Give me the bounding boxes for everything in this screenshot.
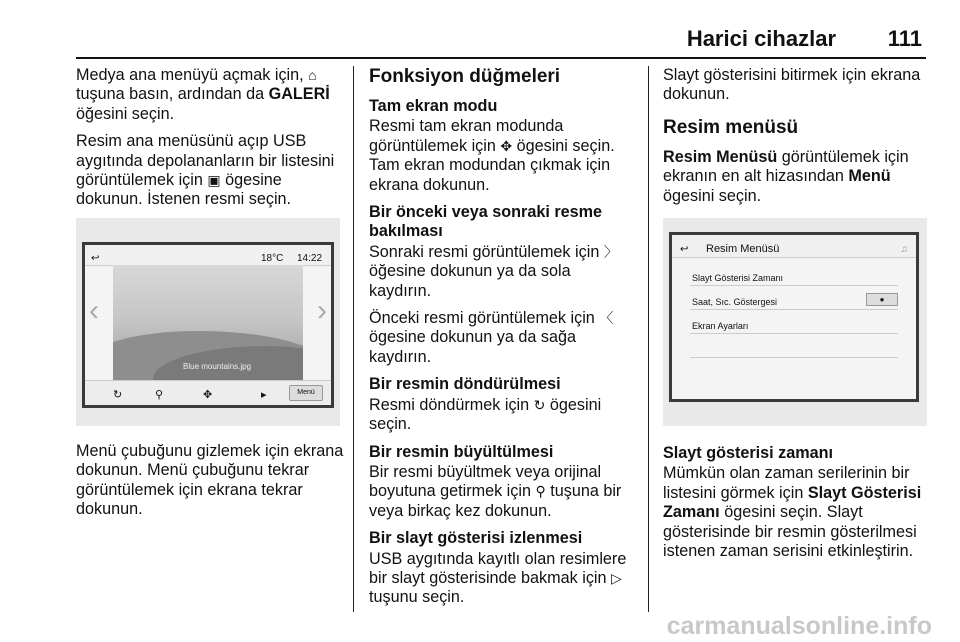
paragraph: Bir resmi büyültmek veya orijinal boyutuna getirmek için ⚲ tuşuna bir veya birkaç kez dokunun. [369,462,622,520]
picture-icon: ▣ [207,172,221,189]
subheading: Slayt gösterisi zamanı [663,444,834,463]
paragraph: Resim Menüsü görüntülemek için ekranın en alt hizasından Menü ögesini seçin. [663,147,909,205]
bottom-bar [85,380,331,405]
photo-caption: Blue mountains.jpg [183,362,252,372]
paragraph: Önceki resmi görüntülemek için 〈 ögesine dokunun ya da sağa kaydırın. [369,309,614,366]
column-3 [663,66,929,569]
paragraph: Mümkün olan zaman serilerinin bir listesini görmek için Slayt Gösterisi Zamanı ögesini seçin. Slayt gösterisinde bir resmin gösterilmesi istenen zaman serisini etkinleştirin. [663,464,922,561]
subheading: Bir resmin büyültülmesi [369,442,554,461]
menu-item: Saat, Sıc. Göstergesi ● [690,289,898,310]
play-icon: ▸ [261,388,267,401]
back-icon: ↩ [680,244,689,256]
paragraph: Resmi tam ekran modunda görüntülemek için ✥ ögesini seçin. Tam ekran modundan çıkmak için ekrana dokunun. [369,117,615,194]
photo [113,265,303,381]
zoom-icon: ⚲ [155,388,164,401]
chevron-right-icon: › [317,293,327,327]
subheading: Bir resmin döndürülmesi [369,375,561,394]
picture-viewer-figure [76,218,340,426]
screen [82,242,334,408]
rotate-icon: ↻ [113,388,123,401]
section-heading: Resim menüsü [663,116,799,138]
chevron-right-icon: 〉 [603,243,618,260]
paragraph: Menü çubuğunu gizlemek için ekrana dokunun. Menü çubuğunu tekrar görüntülemek için ekrana tekrar dokunun. [76,441,344,519]
clock: 14:22 [297,252,323,264]
screen [669,232,919,402]
paragraph: Resmi döndürmek için ↻ ögesini seçin. [369,395,602,434]
subheading: Bir önceki veya sonraki resme bakılması [369,203,603,241]
column-2 [369,66,637,616]
rotate-icon: ↻ [533,396,546,413]
chevron-left-icon: 〈 [599,310,614,327]
subheading: Tam ekran modu [369,97,498,115]
menu-divider [690,337,898,358]
toggle-icon: ● [866,293,898,306]
column-divider [648,66,649,612]
picture-menu-figure [663,218,927,426]
temperature: 18°C [261,252,284,264]
header-rule [76,57,926,59]
back-icon: ↩ [91,252,100,264]
page-header [0,26,960,54]
top-bar [85,245,331,266]
watermark: carmanualsonline.info [666,612,932,640]
menu-button: Menü [289,385,323,401]
paragraph: Medya ana menüyü açmak için, ⌂ tuşuna basın, ardından da GALERİ öğesini seçin. [76,66,330,123]
menu-item: Slayt Gösterisi Zamanı [690,265,898,286]
page-number: 111 [887,26,922,51]
column-divider [353,66,354,612]
fullscreen-icon: ✥ [500,137,513,154]
paragraph: Resim ana menüsünü açıp USB aygıtında depolananların bir listesini görüntülemek için ▣ ögesine dokunun. İstenen resmi seçin. [76,132,335,209]
menu-item: Ekran Ayarları [690,313,898,334]
music-icon: ♫ [900,244,908,256]
home-icon: ⌂ [308,67,317,83]
slideshow-icon: ▷ [611,569,622,586]
chevron-left-icon: ‹ [89,293,99,327]
top-bar [672,235,916,258]
paragraph: USB aygıtında kayıtlı olan resimlere bir slayt gösterisinde bakmak için ▷ tuşunu seçin. [369,549,627,607]
section-heading: Fonksiyon düğmeleri [369,66,561,87]
menu-title: Resim Menüsü [706,243,780,256]
paragraph: Slayt gösterisini bitirmek için ekrana dokunun. [663,66,921,104]
fullscreen-icon: ✥ [203,388,213,401]
zoom-icon: ⚲ [535,483,546,500]
column-1 [76,66,344,527]
section-title: Harici cihazlar [686,26,836,51]
subheading: Bir slayt gösterisi izlenmesi [369,529,583,548]
paragraph: Sonraki resmi görüntülemek için 〉 öğesine dokunun ya da sola kaydırın. [369,242,618,300]
